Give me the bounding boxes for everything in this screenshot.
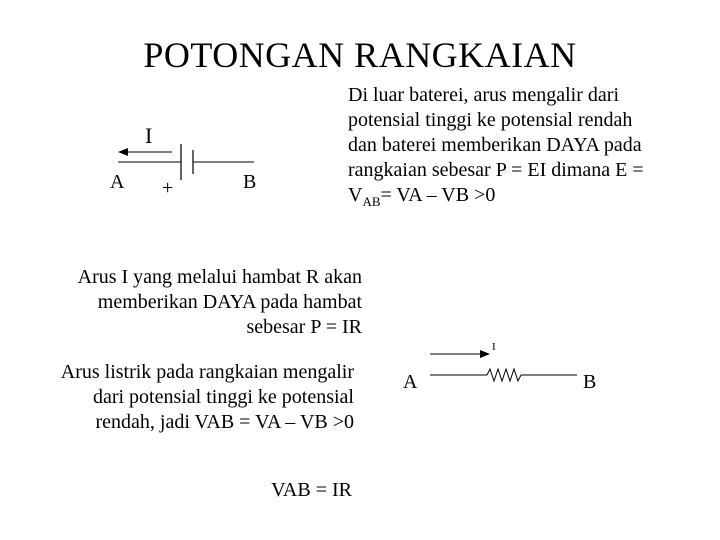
resistor-node-a-label: A — [403, 371, 418, 393]
battery-explanation-text: Di luar baterei, arus mengalir dari potensial tinggi ke potensial rendah dan baterei memberikan DAYA pada rangkaian sebesar P = EI dimana E = V — [348, 84, 644, 206]
battery-current-label: I — [145, 123, 153, 148]
resistor-zigzag-icon — [487, 369, 521, 381]
resistor-current-label: I — [492, 341, 496, 353]
battery-node-b-label: B — [243, 171, 257, 193]
resistor-circuit — [403, 341, 596, 393]
battery-plus-sign: + — [162, 177, 174, 199]
current-arrow-head-icon — [118, 148, 128, 156]
resistor-power-text: Arus I yang melalui hambat R akan memberikan DAYA pada hambat sebesar P = IR — [77, 266, 362, 338]
page-title: POTONGAN RANGKAIAN — [143, 35, 577, 75]
resistor-node-b-label: B — [583, 371, 597, 393]
resistor-current-arrow-head-icon — [480, 350, 490, 358]
ohm-law-text: VAB = IR — [271, 479, 352, 501]
battery-circuit — [110, 123, 256, 199]
battery-node-a-label: A — [110, 171, 125, 193]
potential-difference-text: Arus listrik pada rangkaian mengalir dari potensial tinggi ke potensial rendah, jadi VAB = VA – VB >0 — [60, 361, 354, 433]
battery-explanation-subscript: AB — [362, 194, 381, 209]
battery-explanation-text-end: = VA – VB >0 — [380, 184, 496, 206]
